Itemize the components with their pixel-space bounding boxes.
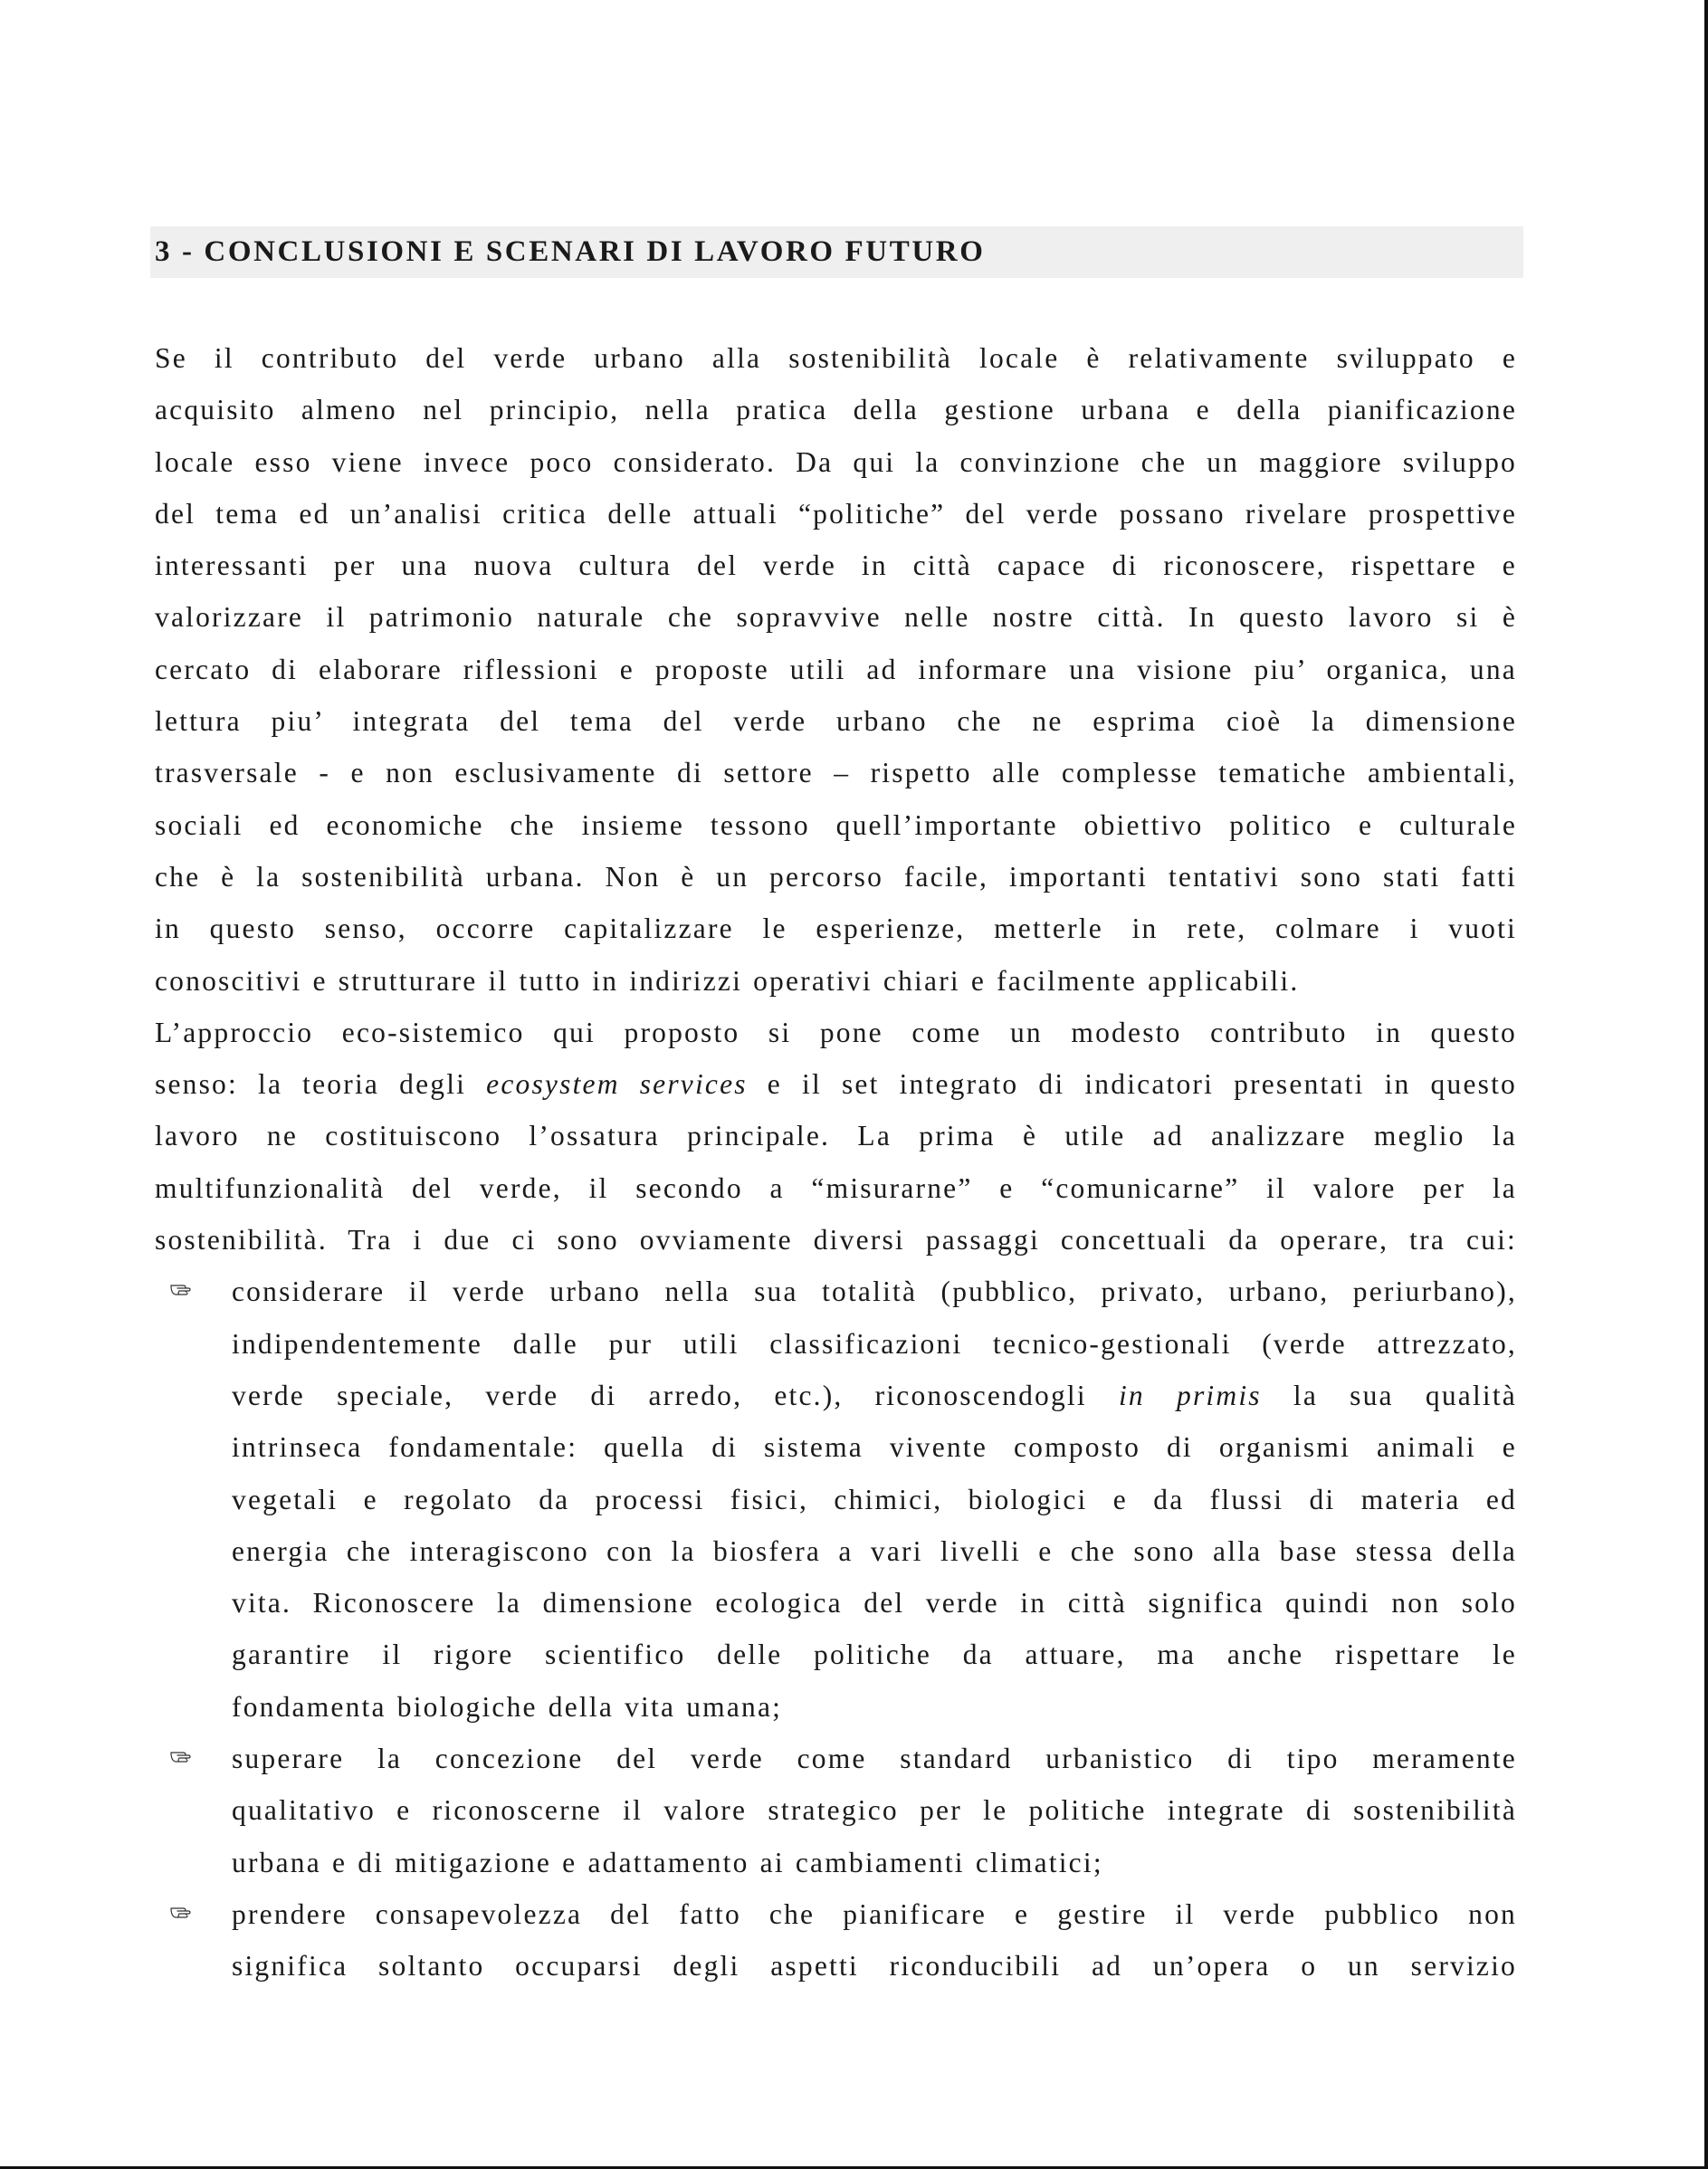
- italic-term: ecosystem services: [486, 1068, 748, 1101]
- paragraph-conclusions: [155, 332, 1517, 1007]
- text-line: cercato di elaborare riflessioni e proposte utili ad informare una visione piu’ organica, una: [155, 653, 1517, 685]
- text-line: energia che interagiscono con la biosfera a vari livelli e che sono alla base stessa della: [232, 1534, 1517, 1567]
- text-line: [155, 1058, 1517, 1110]
- bullet-item: [155, 1266, 1517, 1733]
- bullet-item: [155, 1733, 1517, 1888]
- text-line: lettura piu’ integrata del tema del verde urbano che ne esprima cioè la dimensione: [155, 705, 1517, 738]
- text-line: Se il contributo del verde urbano alla sostenibilità locale è relativamente sviluppato e: [155, 342, 1517, 374]
- text-line: garantire il rigore scientifico delle politiche da attuare, ma anche rispettare le: [232, 1639, 1517, 1671]
- text-line: lavoro ne costituiscono l’ossatura principale. La prima è utile ad analizzare meglio la: [155, 1120, 1517, 1152]
- italic-term: in primis: [1118, 1379, 1262, 1411]
- text-line: indipendentemente dalle pur utili classificazioni tecnico-gestionali (verde attrezzato,: [232, 1327, 1517, 1360]
- text-line: conoscitivi e strutturare il tutto in indirizzi operativi chiari e facilmente applicabili.: [155, 964, 1300, 997]
- text-line: [232, 1370, 1517, 1421]
- text-span: senso: la teoria degli: [155, 1068, 487, 1101]
- text-line: considerare il verde urbano nella sua totalità (pubblico, privato, urbano, periurbano),: [232, 1276, 1517, 1308]
- text-span: e il set integrato di indicatori presentati in questo: [747, 1068, 1517, 1101]
- text-line: acquisito almeno nel principio, nella pratica della gestione urbana e della pianificazione: [155, 394, 1517, 426]
- text-line: vita. Riconoscere la dimensione ecologica del verde in città significa quindi non solo: [232, 1587, 1517, 1620]
- text-line: vegetali e regolato da processi fisici, chimici, biologici e da flussi di materia ed: [232, 1483, 1517, 1515]
- bullet-item: [155, 1888, 1517, 1992]
- text-line: qualitativo e riconoscerne il valore strategico per le politiche integrate di sostenibilità: [232, 1794, 1517, 1827]
- text-line: fondamenta biologiche della vita umana;: [232, 1690, 783, 1723]
- text-line: locale esso viene invece poco considerato. Da qui la convinzione che un maggiore sviluppo: [155, 445, 1517, 478]
- paragraph-approach: [155, 1007, 1517, 1266]
- pointing-hand-icon: [170, 1278, 194, 1296]
- section-heading: 3 - CONCLUSIONI E SCENARI DI LAVORO FUTURO: [155, 235, 986, 268]
- text-line: multifunzionalità del verde, il secondo a “misurarne” e “comunicarne” il valore per la: [155, 1171, 1517, 1204]
- text-span: verde speciale, verde di arredo, etc.), riconoscendogli: [232, 1379, 1119, 1411]
- text-line: che è la sostenibilità urbana. Non è un percorso facile, importanti tentativi sono stati fatti: [155, 860, 1517, 893]
- text-span: la sua qualità: [1261, 1379, 1517, 1411]
- text-line: valorizzare il patrimonio naturale che sopravvive nelle nostre città. In questo lavoro si è: [155, 601, 1517, 634]
- pointing-hand-icon: [170, 1901, 194, 1919]
- text-line: significa soltanto occuparsi degli aspetti riconducibili ad un’opera o un servizio: [232, 1950, 1517, 1983]
- text-line: in questo senso, occorre capitalizzare le esperienze, metterle in rete, colmare i vuoti: [155, 913, 1517, 945]
- text-line: intrinseca fondamentale: quella di sistema vivente composto di organismi animali e: [232, 1431, 1517, 1464]
- text-line: del tema ed un’analisi critica delle attuali “politiche” del verde possano rivelare prospettive: [155, 497, 1517, 530]
- text-line: interessanti per una nuova cultura del verde in città capace di riconoscere, rispettare e: [155, 549, 1517, 582]
- body-text: [155, 332, 1517, 1992]
- text-line: trasversale - e non esclusivamente di settore – rispetto alle complesse tematiche ambientali,: [155, 757, 1517, 789]
- text-line: urbana e di mitigazione e adattamento ai cambiamenti climatici;: [232, 1846, 1103, 1878]
- text-line: prendere consapevolezza del fatto che pianificare e gestire il verde pubblico non: [232, 1897, 1517, 1930]
- text-line: superare la concezione del verde come standard urbanistico di tipo meramente: [232, 1743, 1517, 1775]
- text-line: sociali ed economiche che insieme tessono quell’importante obiettivo politico e culturale: [155, 808, 1517, 841]
- text-line: sostenibilità. Tra i due ci sono ovviamente diversi passaggi concettuali da operare, tra cui:: [155, 1224, 1517, 1256]
- pointing-hand-icon: [170, 1745, 194, 1763]
- text-line: L’approccio eco-sistemico qui proposto si pone come un modesto contributo in questo: [155, 1016, 1517, 1048]
